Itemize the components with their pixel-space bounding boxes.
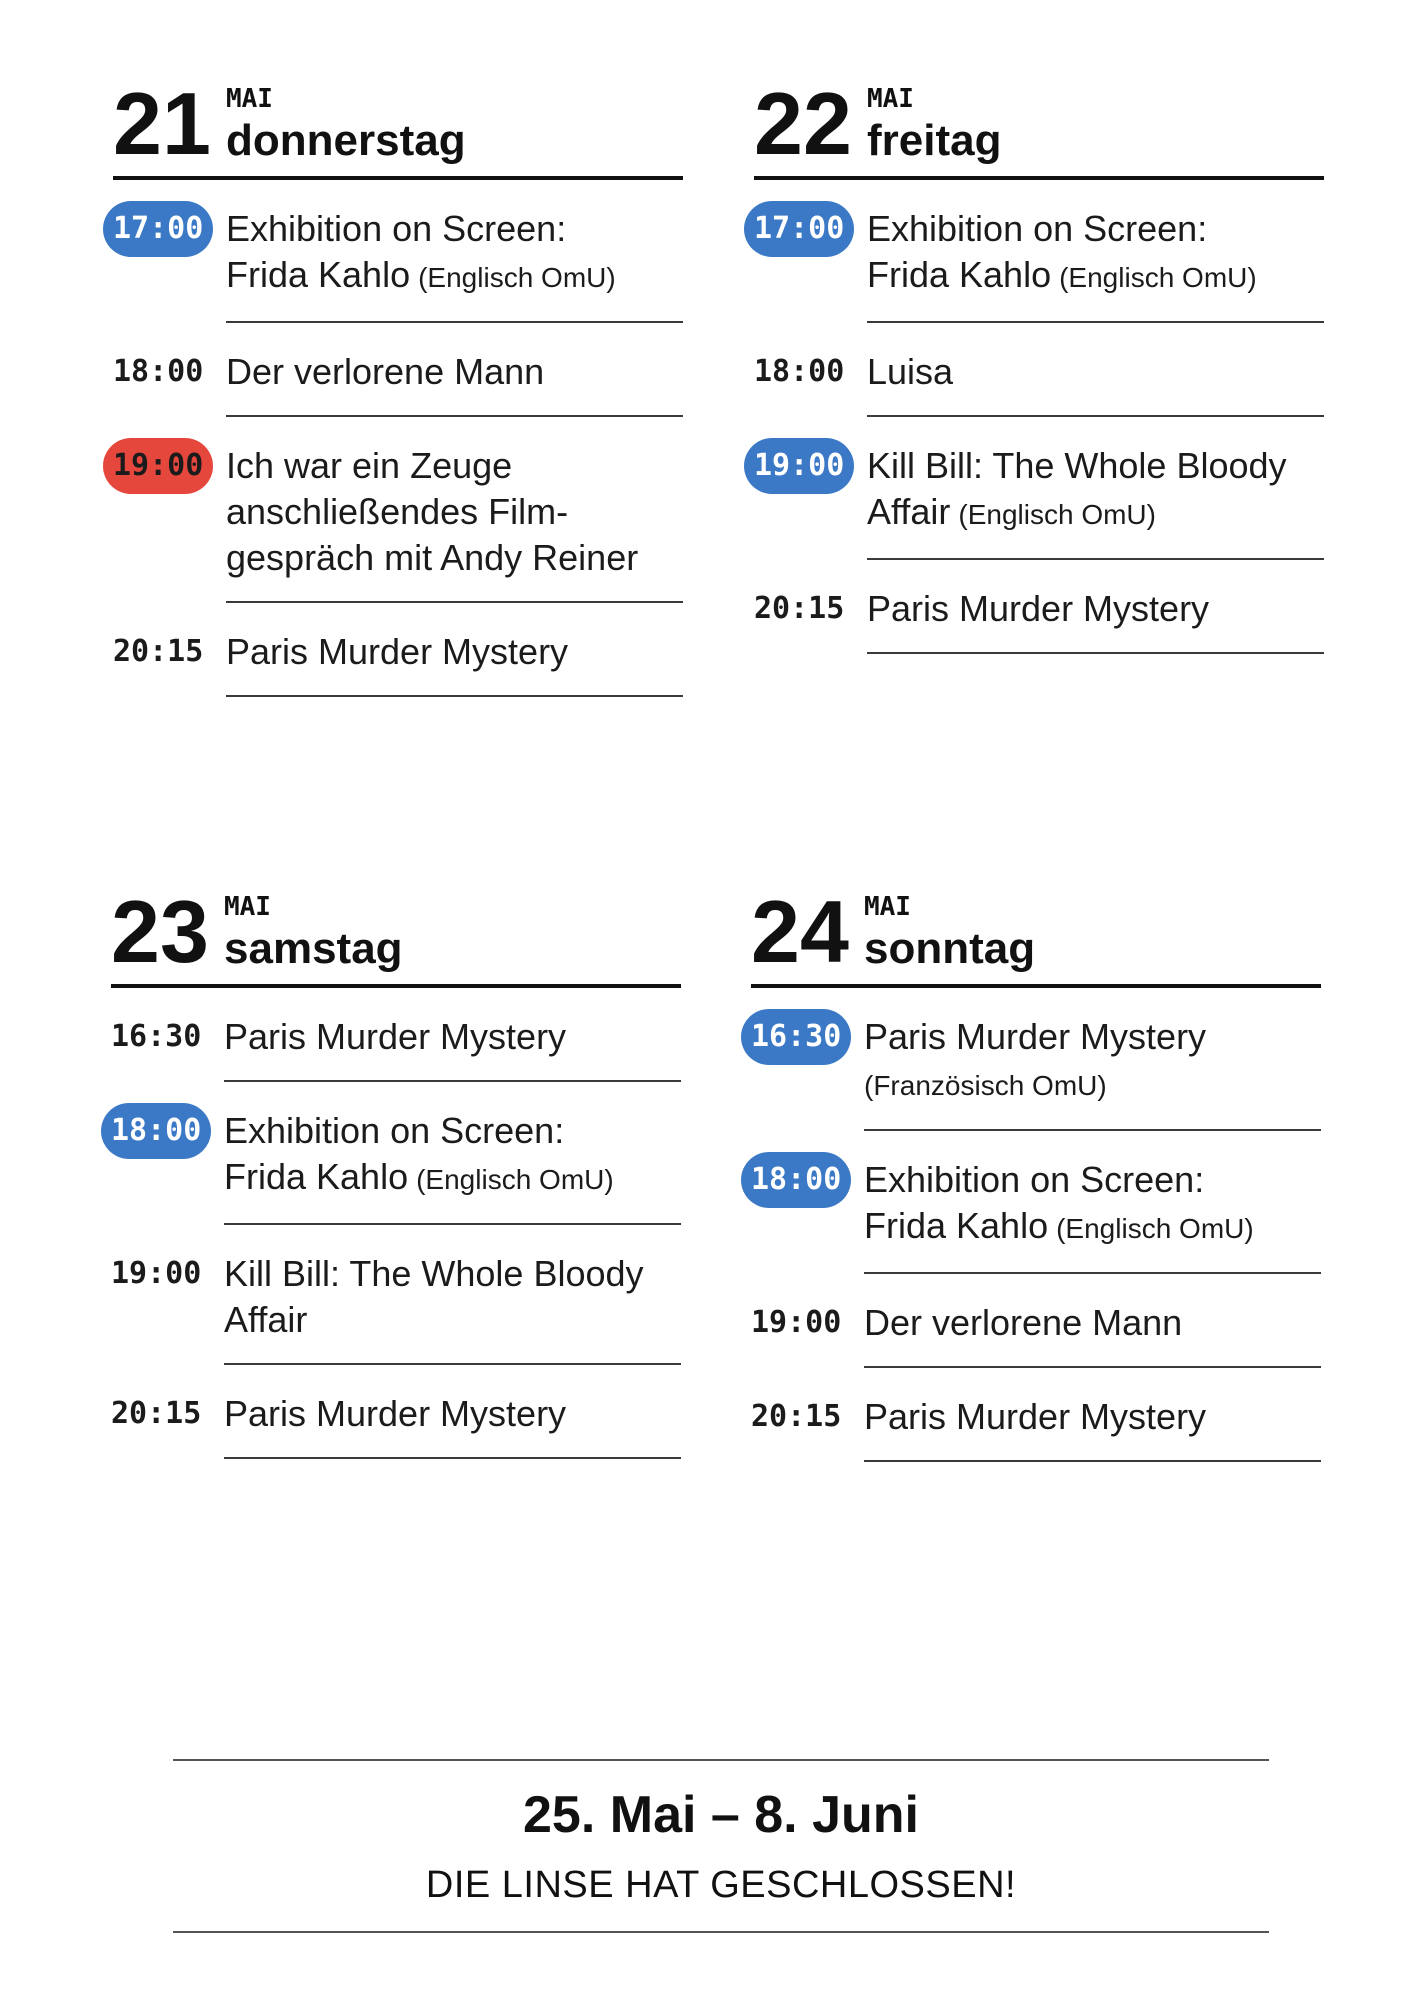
title-line [226,629,683,675]
title-text: Der verlorene Mann [864,1302,1183,1343]
language-note: (Englisch OmU) [418,262,616,293]
title-line [224,1154,681,1203]
showtime-badge: 19:00 [103,438,213,494]
showtime-badge: 18:00 [741,1152,851,1208]
title-text: Exhibition on Screen: [867,208,1208,249]
title-line [226,206,683,252]
title-text: Kill Bill: The Whole Bloody [867,445,1287,486]
time-cell [754,180,867,323]
title-text: Paris Murder Mystery [864,1016,1207,1057]
language-note: (Englisch OmU) [1056,1213,1254,1244]
time-cell [754,323,867,417]
title-line [864,1157,1321,1203]
event-row [754,323,1324,417]
event-row [113,323,683,417]
showtime: 18:00 [754,354,845,389]
title-text: Ich war ein Zeuge [226,445,513,486]
event-row [751,988,1321,1131]
month-label: MAI [226,84,273,114]
showtime: 18:00 [113,354,204,389]
title-text: Kill Bill: The Whole Bloody [224,1253,644,1294]
title-line [864,1394,1321,1440]
title-text: Frida Kahlo [224,1156,409,1197]
time-cell [754,417,867,560]
event-title [867,323,1324,417]
event-title [864,988,1321,1131]
event-row [751,1131,1321,1274]
showtime: 20:15 [751,1399,842,1434]
event-title [226,323,683,417]
showtime: 20:15 [754,591,845,626]
title-text: gespräch mit Andy Reiner [226,537,639,578]
time-cell [111,1225,224,1365]
title-text: Paris Murder Mystery [224,1393,567,1434]
event-title [226,417,683,603]
showtime-badge: 16:30 [741,1009,851,1065]
title-text: Exhibition on Screen: [226,208,567,249]
title-line [224,1108,681,1154]
event-title [224,1082,681,1225]
weekday-label: samstag [224,924,403,973]
title-line [226,252,683,301]
day-24-schedule [751,882,1321,1462]
event-row [113,603,683,697]
event-row [754,560,1324,654]
title-line [867,206,1324,252]
event-title [224,988,681,1082]
event-row [111,1225,681,1365]
title-line [867,443,1324,489]
closure-message: DIE LINSE HAT GESCHLOSSEN! [425,1864,1017,1906]
title-text: Frida Kahlo [226,254,411,295]
weekday-label: sonntag [864,924,1036,973]
time-cell [754,560,867,654]
event-row [754,417,1324,560]
day-header [113,74,683,180]
event-row [754,180,1324,323]
event-row [113,180,683,323]
showtime-badge: 19:00 [744,438,854,494]
event-row [111,988,681,1082]
title-line [226,443,683,489]
showtime-badge: 17:00 [103,201,213,257]
title-text: anschließendes Film- [226,491,569,532]
event-title [867,560,1324,654]
event-title [867,180,1324,323]
month-label: MAI [864,892,911,922]
closure-notice [173,1759,1269,1933]
time-cell [751,1131,864,1274]
time-cell [751,1274,864,1368]
title-text: Affair [867,491,951,532]
title-line [864,1300,1321,1346]
language-note: (Englisch OmU) [1059,262,1257,293]
title-line [224,1014,681,1060]
time-cell [113,180,226,323]
title-text: Exhibition on Screen: [864,1159,1205,1200]
time-cell [751,1368,864,1462]
title-line [867,349,1324,395]
event-title [864,1274,1321,1368]
title-line [867,586,1324,632]
title-text: Paris Murder Mystery [226,631,569,672]
event-row [113,417,683,603]
title-line [867,489,1324,538]
title-text: Affair [224,1299,308,1340]
showtime: 19:00 [111,1256,202,1291]
title-line [224,1391,681,1437]
day-21-schedule [113,74,683,697]
title-text: Paris Murder Mystery [864,1396,1207,1437]
day-22-schedule [754,74,1324,654]
month-label: MAI [224,892,271,922]
title-line [226,489,683,535]
day-header [754,74,1324,180]
time-cell [111,1365,224,1459]
title-text: Der verlorene Mann [226,351,545,392]
event-row [751,1368,1321,1462]
event-title [867,417,1324,560]
time-cell [113,417,226,603]
title-text: Luisa [867,351,954,392]
showtime: 20:15 [113,634,204,669]
time-cell [111,1082,224,1225]
showtime: 19:00 [751,1305,842,1340]
day-header [111,882,681,988]
showtime-badge: 18:00 [101,1103,211,1159]
title-line [224,1297,681,1343]
day-number: 23 [111,882,209,981]
language-note: (Englisch OmU) [416,1164,614,1195]
title-line [864,1060,1321,1109]
language-note: (Englisch OmU) [958,499,1156,530]
weekday-label: freitag [867,116,1002,165]
title-line [864,1014,1321,1060]
month-label: MAI [867,84,914,114]
day-header [751,882,1321,988]
event-row [111,1082,681,1225]
event-row [751,1274,1321,1368]
showtime-badge: 17:00 [744,201,854,257]
event-title [224,1365,681,1459]
event-title [224,1225,681,1365]
showtime: 16:30 [111,1019,202,1054]
title-text: Paris Murder Mystery [867,588,1210,629]
language-note: (Französisch OmU) [864,1070,1107,1101]
time-cell [113,323,226,417]
weekday-label: donnerstag [226,116,466,165]
title-line [224,1251,681,1297]
day-23-schedule [111,882,681,1459]
title-line [226,535,683,581]
day-number: 24 [751,882,849,981]
title-line [864,1203,1321,1252]
event-title [226,180,683,323]
time-cell [111,988,224,1082]
event-title [226,603,683,697]
time-cell [751,988,864,1131]
event-title [864,1131,1321,1274]
day-number: 21 [113,74,211,173]
day-number: 22 [754,74,852,173]
title-text: Exhibition on Screen: [224,1110,565,1151]
closure-dates: 25. Mai – 8. Juni [523,1786,919,1844]
title-line [226,349,683,395]
title-text: Frida Kahlo [864,1205,1049,1246]
title-line [867,252,1324,301]
showtime: 20:15 [111,1396,202,1431]
time-cell [113,603,226,697]
title-text: Paris Murder Mystery [224,1016,567,1057]
title-text: Frida Kahlo [867,254,1052,295]
event-title [864,1368,1321,1462]
event-row [111,1365,681,1459]
